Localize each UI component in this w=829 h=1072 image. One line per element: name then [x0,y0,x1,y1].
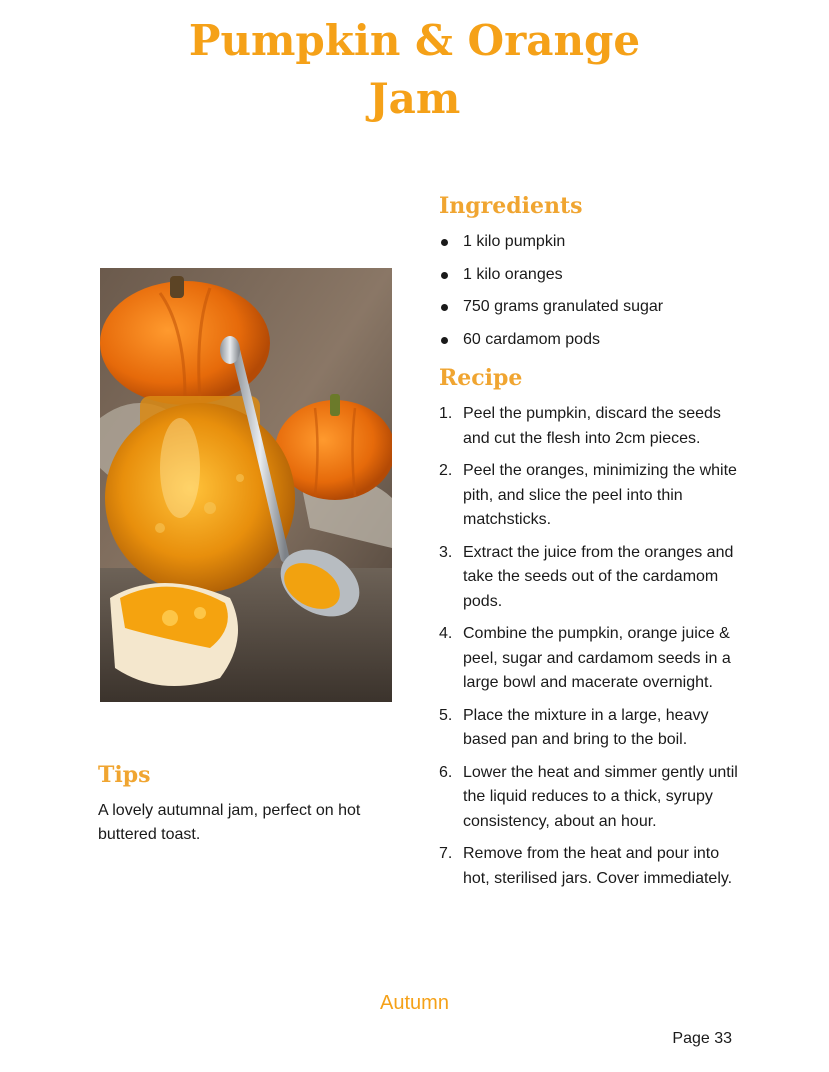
recipe-step [439,761,739,835]
jam-photo [100,268,392,702]
step-text: Peel the pumpkin, discard the seeds and cut the flesh into 2cm pieces. [463,405,721,447]
step-number: 2. [439,462,453,479]
step-text: Combine the pumpkin, orange juice & peel, sugar and cardamom seeds in a large bowl and macerate overnight. [463,625,731,691]
step-text: Peel the oranges, minimizing the white pith, and slice the peel into thin matchsticks. [463,462,737,528]
season-label: Autumn [380,992,449,1014]
list-item [439,329,769,351]
step-number: 7. [439,845,453,862]
tips-heading: Tips [98,762,151,788]
tips-text: A lovely autumnal jam, perfect on hot buttered toast. [98,802,361,843]
recipe-step [439,459,739,533]
title-line-1: Pumpkin & Orange [188,16,641,65]
ingredient-text: 1 kilo pumpkin [463,233,566,250]
step-number: 5. [439,706,453,724]
page-number: Page 33 [672,1030,732,1047]
step-text: Lower the heat and simmer gently until the liquid reduces to a thick, syrupy consistency, about an hour. [463,763,738,830]
step-number: 1. [439,405,453,422]
recipe-step [439,541,739,615]
recipe-step [439,402,739,451]
recipe-step [439,622,739,696]
ingredients-heading: Ingredients [439,193,583,219]
recipe-steps [439,402,739,899]
step-text: Remove from the heat and pour into hot, sterilised jars. Cover immediately. [463,845,733,887]
recipe-heading: Recipe [439,365,523,391]
page-title [0,12,829,128]
bullet-icon [441,239,448,246]
ingredient-text: 60 cardamom pods [463,330,600,348]
list-item [439,296,769,318]
bullet-icon [441,304,448,311]
list-item [439,231,769,253]
ingredient-text: 1 kilo oranges [463,265,563,283]
step-text: Place the mixture in a large, heavy based pan and bring to the boil. [463,706,709,748]
step-text: Extract the juice from the oranges and take the seeds out of the cardamom pods. [463,543,734,610]
step-number: 6. [439,763,453,781]
recipe-step [439,842,739,891]
title-line-2: Jam [368,74,461,123]
bullet-icon [441,337,448,344]
step-number: 3. [439,543,453,561]
list-item [439,264,769,286]
recipe-step [439,704,739,753]
ingredients-list [439,231,769,361]
bullet-icon [441,272,448,279]
ingredient-text: 750 grams granulated sugar [463,298,664,316]
step-number: 4. [439,625,453,642]
